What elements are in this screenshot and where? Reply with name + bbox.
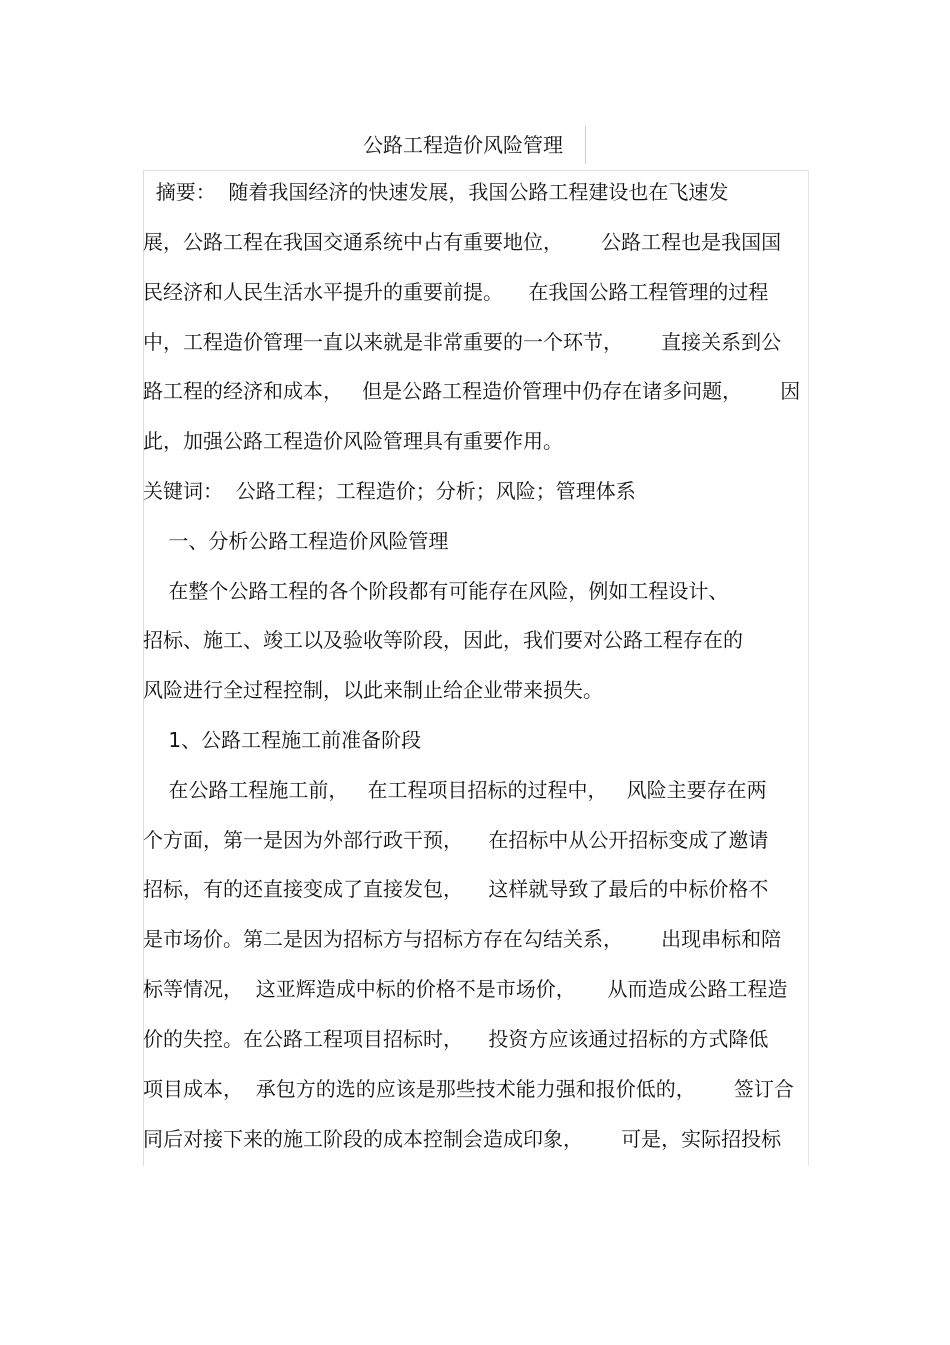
paragraph-2-line-7: 项目成本， 承包方的选的应该是那些技术能力强和报价低的， 签订合: [143, 1077, 794, 1101]
abstract-line-1: 摘要： 随着我国经济的快速发展，我国公路工程建设也在飞速发: [143, 180, 729, 204]
abstract-line-5: 路工程的经济和成本， 但是公路工程造价管理中仍存在诸多问题， 因: [143, 379, 801, 403]
paragraph-1-line-3: 风险进行全过程控制，以此来制止给企业带来损失。: [143, 678, 603, 702]
paragraph-2-line-5: 标等情况， 这亚辉造成中标的价格不是市场价， 从而造成公路工程造: [143, 977, 788, 1001]
paragraph-1-line-1: 在整个公路工程的各个阶段都有可能存在风险，例如工程设计、: [143, 579, 729, 603]
paragraph-2-line-2: 个方面，第一是因为外部行政干预， 在招标中从公开招标变成了邀请: [143, 828, 769, 852]
section-heading-1: 一、分析公路工程造价风险管理: [143, 529, 449, 553]
keywords-line: 关键词： 公路工程；工程造价；分析；风险；管理体系: [143, 479, 636, 503]
abstract-line-6: 此，加强公路工程造价风险管理具有重要作用。: [143, 429, 563, 453]
paragraph-2-line-4: 是市场价。第二是因为招标方与招标方存在勾结关系， 出现串标和陪: [143, 927, 782, 951]
abstract-line-2: 展，公路工程在我国交通系统中占有重要地位， 公路工程也是我国国: [143, 230, 782, 254]
abstract-line-4: 中，工程造价管理一直以来就是非常重要的一个环节， 直接关系到公: [143, 330, 782, 354]
paragraph-2-line-3: 招标，有的还直接变成了直接发包， 这样就导致了最后的中标价格不: [143, 877, 769, 901]
subsection-heading-1: 1、公路工程施工前准备阶段: [143, 728, 422, 752]
paragraph-2-line-8: 同后对接下来的施工阶段的成本控制会造成印象， 可是，实际招投标: [143, 1127, 782, 1151]
abstract-line-3: 民经济和人民生活水平提升的重要前提。 在我国公路工程管理的过程: [143, 280, 769, 304]
page-title: 公路工程造价风险管理: [363, 133, 563, 157]
paragraph-2-line-6: 价的失控。在公路工程项目招标时， 投资方应该通过招标的方式降低: [143, 1027, 769, 1051]
paragraph-2-line-1: 在公路工程施工前， 在工程项目招标的过程中， 风险主要存在两: [143, 778, 767, 802]
paragraph-1-line-2: 招标、施工、竣工以及验收等阶段，因此，我们要对公路工程存在的: [143, 628, 743, 652]
title-box: [363, 126, 586, 164]
content-frame: [143, 170, 809, 1166]
